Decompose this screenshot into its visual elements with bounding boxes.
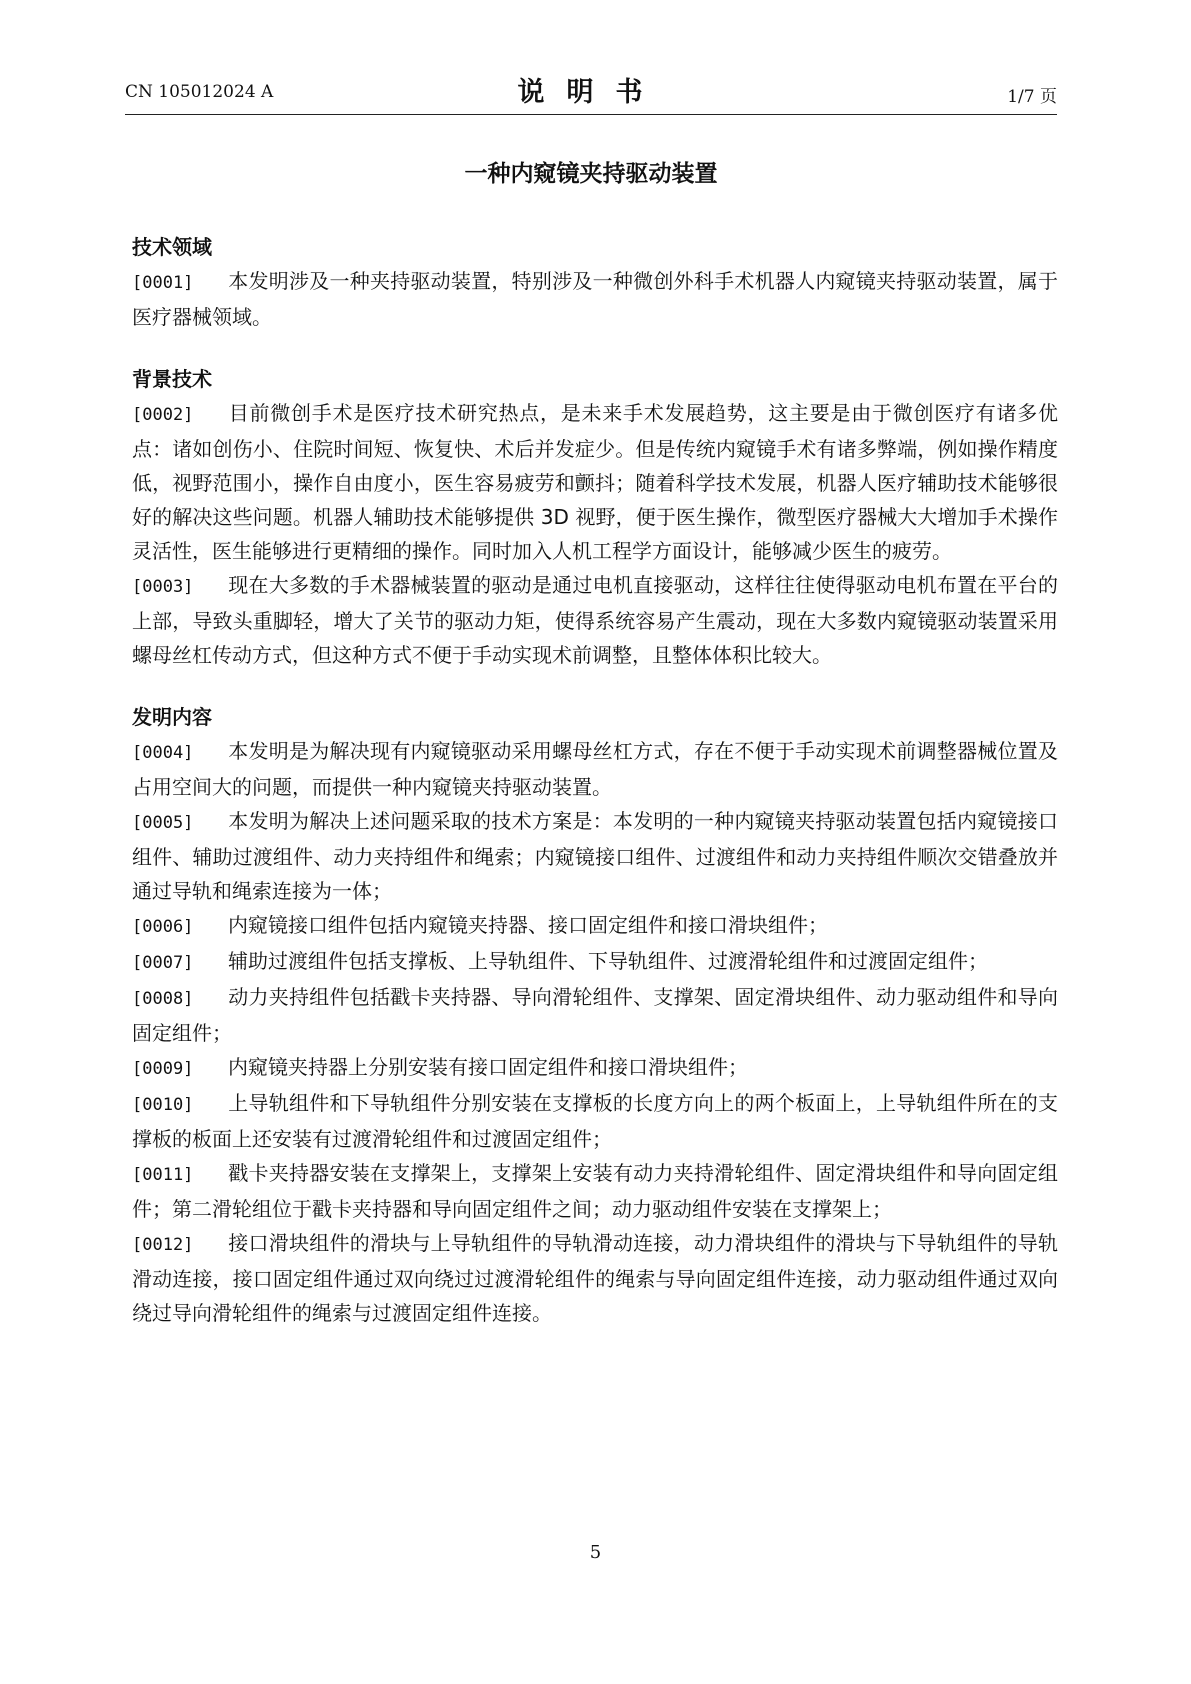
section	[132, 362, 1058, 672]
paragraph-number: [0012]	[132, 1235, 194, 1255]
paragraph	[132, 1226, 1058, 1330]
paragraph-text: 内窥镜夹持器上分别安装有接口固定组件和接口滑块组件；	[228, 1055, 748, 1079]
document-type-label: 说明书	[517, 77, 665, 108]
paragraph-number: [0001]	[132, 273, 194, 293]
paragraph-number: [0009]	[132, 1059, 194, 1079]
paragraph-text: 辅助过渡组件包括支撑板、上导轨组件、下导轨组件、过渡滑轮组件和过渡固定组件；	[228, 949, 988, 973]
paragraph-text: 目前微创手术是医疗技术研究热点，是未来手术发展趋势，这主要是由于微创医疗有诸多优点：诸如创伤小、住院时间短、恢复快、术后并发症少。但是传统内窥镜手术有诸多弊端，例如操作精度低，视野范围小，操作自由度小，医生容易疲劳和颤抖；随着科学技术发展，机器人医疗辅助技术能够很好的解决这些问题。机器人辅助技术能够提供 3D 视野，便于医生操作，微型医疗器械大大增加手术操作灵活性，医生能够进行更精细的操作。同时加入人机工程学方面设计，能够减少医生的疲劳。	[132, 401, 1058, 563]
paragraph-number: [0006]	[132, 917, 194, 937]
paragraph-text: 接口滑块组件的滑块与上导轨组件的导轨滑动连接，动力滑块组件的滑块与下导轨组件的导轨滑动连接，接口固定组件通过双向绕过过渡滑轮组件的绳索与导向固定组件连接，动力驱动组件通过双向绕过导向滑轮组件的绳索与过渡固定组件连接。	[132, 1231, 1058, 1325]
paragraph-number: [0005]	[132, 813, 194, 833]
paragraph-number: [0008]	[132, 989, 194, 1009]
paragraph-number: [0004]	[132, 743, 194, 763]
paragraph-number: [0011]	[132, 1165, 194, 1185]
document-title: 一种内窥镜夹持驱动装置	[464, 161, 718, 187]
paragraph	[132, 734, 1058, 804]
paragraph-text: 本发明是为解决现有内窥镜驱动采用螺母丝杠方式，存在不便于手动实现术前调整器械位置及占用空间大的问题，而提供一种内窥镜夹持驱动装置。	[132, 739, 1058, 799]
paragraph	[132, 264, 1058, 334]
paragraph-number: [0010]	[132, 1095, 194, 1115]
section-heading: 背景技术	[132, 367, 212, 391]
paragraph	[132, 944, 1058, 980]
paragraph-text: 戳卡夹持器安装在支撑架上，支撑架上安装有动力夹持滑轮组件、固定滑块组件和导向固定组件；第二滑轮组位于戳卡夹持器和导向固定组件之间；动力驱动组件安装在支撑架上；	[132, 1161, 1058, 1221]
paragraph	[132, 1050, 1058, 1086]
publication-number: CN 105012024 A	[125, 82, 274, 102]
paragraph-text: 本发明涉及一种夹持驱动装置，特别涉及一种微创外科手术机器人内窥镜夹持驱动装置，属于医疗器械领域。	[132, 269, 1058, 329]
document-body	[132, 230, 1058, 1358]
paragraph	[132, 568, 1058, 672]
paragraph-text: 上导轨组件和下导轨组件分别安装在支撑板的长度方向上的两个板面上，上导轨组件所在的支撑板的板面上还安装有过渡滑轮组件和过渡固定组件；	[132, 1091, 1058, 1151]
paragraph-text: 现在大多数的手术器械装置的驱动是通过电机直接驱动，这样往往使得驱动电机布置在平台的上部，导致头重脚轻，增大了关节的驱动力矩，使得系统容易产生震动，现在大多数内窥镜驱动装置采用螺母丝杠传动方式，但这种方式不便于手动实现术前调整，且整体体积比较大。	[132, 573, 1058, 667]
page-info: 1/7 页	[1007, 87, 1057, 107]
paragraph	[132, 1156, 1058, 1226]
paragraph	[132, 396, 1058, 568]
paragraph-text: 本发明为解决上述问题采取的技术方案是：本发明的一种内窥镜夹持驱动装置包括内窥镜接口组件、辅助过渡组件、动力夹持组件和绳索；内窥镜接口组件、过渡组件和动力夹持组件顺次交错叠放并通过导轨和绳索连接为一体；	[132, 809, 1058, 903]
paragraph	[132, 1086, 1058, 1156]
paragraph-text: 动力夹持组件包括戳卡夹持器、导向滑轮组件、支撑架、固定滑块组件、动力驱动组件和导向固定组件；	[132, 985, 1058, 1045]
paragraph	[132, 980, 1058, 1050]
paragraph-number: [0002]	[132, 405, 194, 425]
page-header	[125, 70, 1057, 115]
paragraph-number: [0003]	[132, 577, 194, 597]
section	[132, 700, 1058, 1330]
section	[132, 230, 1058, 334]
paragraph	[132, 908, 1058, 944]
page-number: 5	[589, 1542, 602, 1563]
section-heading: 技术领域	[132, 235, 212, 259]
paragraph	[132, 804, 1058, 908]
paragraph-text: 内窥镜接口组件包括内窥镜夹持器、接口固定组件和接口滑块组件；	[228, 913, 828, 937]
paragraph-number: [0007]	[132, 953, 194, 973]
section-heading: 发明内容	[132, 705, 212, 729]
